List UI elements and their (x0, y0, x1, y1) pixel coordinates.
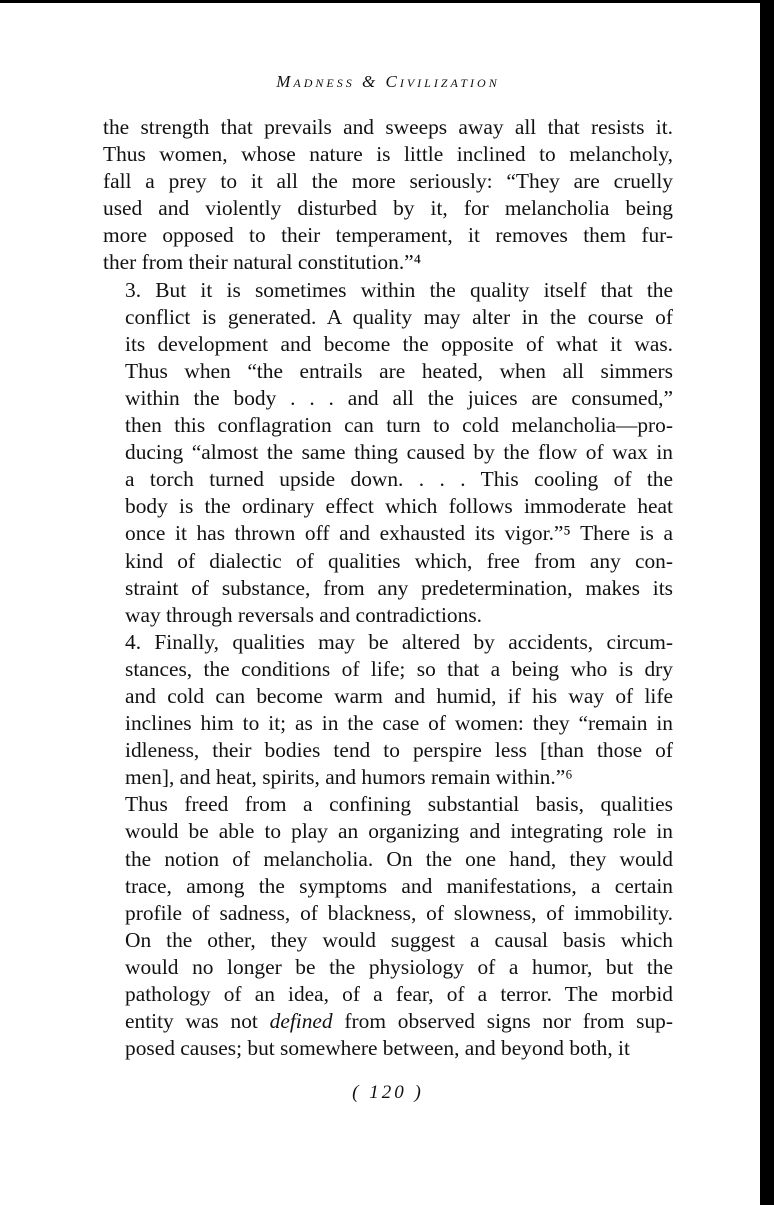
body-text (103, 114, 673, 1062)
text-line: pathology of an idea, of a fear, of a terror. The morbid (125, 982, 673, 1006)
text-line: straint of substance, from any predetermination, makes its (125, 575, 673, 600)
text-line: once it has thrown off and exhausted its vigor.”⁵ There is a (125, 521, 673, 546)
text-line: 4. Finally, qualities may be altered by accidents, circum- (125, 629, 673, 654)
text-line: kind of dialectic of qualities which, free from any con- (125, 548, 673, 573)
text-line: trace, among the symptoms and manifestations, a certain (125, 873, 673, 898)
running-head (104, 72, 672, 92)
text-line: idleness, their bodies tend to perspire less [than those of (125, 738, 673, 763)
text-line: a torch turned upside down. . . . This cooling of the (125, 467, 673, 492)
scan-right-edge (760, 0, 774, 1205)
text-line: conflict is generated. A quality may alter in the course of (125, 304, 673, 329)
paragraph (103, 629, 673, 792)
text-line: within the body . . . and all the juices are consumed,” (125, 385, 673, 410)
text-line: posed causes; but somewhere between, and beyond both, it (125, 1036, 630, 1061)
text-line: Thus freed from a confining substantial basis, qualities (125, 792, 673, 817)
text-line: the strength that prevails and sweeps away all that resists it. (103, 115, 673, 139)
text-line: would no longer be the physiology of a humor, but the (125, 954, 673, 979)
text-line: entity was not defined from observed signs nor from sup- (125, 1009, 673, 1034)
text-line: On the other, they would suggest a causal basis which (125, 927, 673, 952)
text-line: and cold can become warm and humid, if his way of life (125, 683, 673, 708)
text-line: inclines him to it; as in the case of women: they “remain in (125, 711, 673, 736)
text-line: more opposed to their temperament, it removes them fur- (103, 223, 673, 248)
text-line: Thus women, whose nature is little inclined to melancholy, (103, 142, 673, 167)
text-line: men], and heat, spirits, and humors remain within.”⁶ (125, 765, 573, 790)
running-head-text: Madness & Civilization (276, 72, 500, 91)
text-line: ther from their natural constitution.”⁴ (103, 250, 422, 275)
text-line: the notion of melancholia. On the one hand, they would (125, 846, 673, 871)
text-line: ducing “almost the same thing caused by the flow of wax in (125, 440, 673, 465)
paragraph (103, 791, 673, 1062)
scan-top-edge (0, 0, 774, 3)
text-line: profile of sadness, of blackness, of slowness, of immobility. (125, 900, 673, 925)
text-line: body is the ordinary effect which follows immoderate heat (125, 494, 673, 519)
text-line: Thus when “the entrails are heated, when all simmers (125, 358, 673, 383)
paragraph (103, 114, 673, 277)
emphasis: defined (269, 1009, 333, 1034)
text-line: its development and become the opposite of what it was. (125, 331, 673, 356)
text-line: used and violently disturbed by it, for melancholia being (103, 196, 673, 221)
text-line: then this conflagration can turn to cold melancholia—pro- (125, 413, 673, 438)
page-number: ( 120 ) (352, 1082, 424, 1103)
paragraph (103, 277, 673, 629)
text-line: fall a prey to it all the more seriously: “They are cruelly (103, 169, 673, 194)
text-line: would be able to play an organizing and integrating role in (125, 819, 673, 844)
text-line: 3. But it is sometimes within the quality itself that the (125, 277, 673, 302)
text-line: stances, the conditions of life; so that a being who is dry (125, 656, 673, 681)
text-line: way through reversals and contradictions. (125, 602, 482, 627)
